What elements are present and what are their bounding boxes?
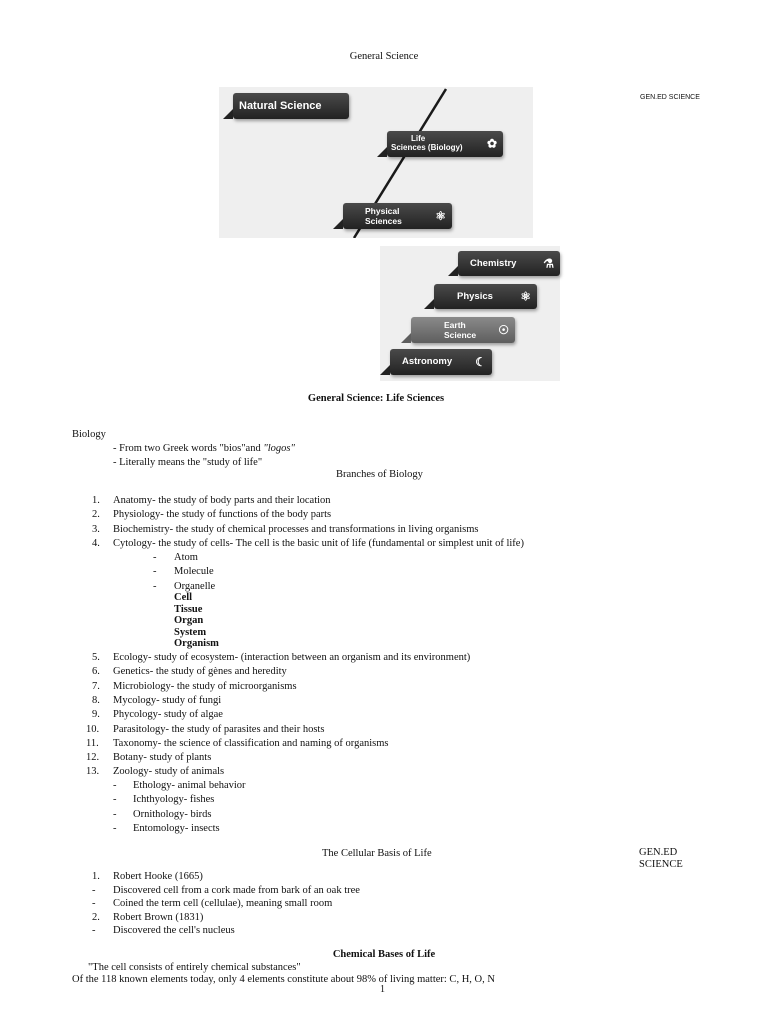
list-item-text: Tissue	[174, 603, 203, 615]
page-title: General Science	[349, 51, 419, 62]
list-item-text: System	[174, 626, 207, 638]
list-marker: 7.	[92, 680, 100, 692]
tag-phys-label-1: Physical	[365, 206, 400, 216]
list-marker: 1.	[92, 871, 100, 882]
planet-icon: ☾	[475, 355, 486, 369]
list-marker: 12.	[86, 752, 100, 764]
section-title: General Science: Life Sciences	[307, 393, 445, 404]
tag-astronomy-label: Astronomy	[402, 356, 453, 367]
list-marker: 3.	[92, 523, 100, 535]
plant-icon: ✿	[486, 136, 497, 151]
globe-icon: ☉	[498, 323, 509, 337]
list-marker: -	[153, 552, 157, 563]
list-item-text: Molecule	[174, 566, 214, 578]
tag-life-label-1: Life	[411, 134, 426, 143]
tag-physics-label: Physics	[457, 291, 493, 302]
list-marker: 10.	[86, 723, 100, 735]
cellular-tag-1: GEN.ED	[639, 847, 678, 858]
list-marker: 4.	[92, 537, 100, 549]
biology-heading: Biology	[72, 429, 106, 440]
list-item-text: Mycology- study of fungi	[113, 694, 222, 706]
list-item-text: Ethology- animal behavior	[133, 780, 246, 791]
list-marker: -	[113, 808, 117, 820]
list-item-text: Zoology- study of animals	[113, 766, 225, 778]
list-item-text: Coined the term cell (cellulae), meaning small room	[113, 898, 333, 910]
list-marker: -	[153, 580, 157, 592]
atom-icon: ⚛	[520, 289, 531, 303]
list-item-text: Entomology- insects	[133, 822, 220, 834]
greek-words-and: "and	[241, 443, 264, 454]
list-marker: -	[92, 898, 96, 910]
list-item-text: Ichthyology- fishes	[133, 794, 215, 806]
list-item-text: Botany- study of plants	[113, 752, 212, 764]
biology-line-1	[113, 442, 295, 455]
chemical-quote: "The cell consists of entirely chemical substances"	[88, 962, 301, 973]
cellular-tag-2: SCIENCE	[639, 859, 683, 870]
atom-icon: ⚛	[435, 209, 446, 223]
list-marker: 5.	[92, 652, 100, 663]
list-item-text: Biochemistry- the study of chemical processes and transformations in living organisms	[113, 523, 479, 535]
list-marker: 6.	[92, 666, 100, 678]
cellular-title: The Cellular Basis of Life	[322, 848, 432, 859]
list-marker: 11.	[86, 737, 99, 749]
tag-physical-sciences	[343, 203, 452, 229]
list-item-text: Discovered cell from a cork made from bark of an oak tree	[113, 884, 360, 896]
list-item-text: Genetics- the study of gènes and heredity	[113, 666, 287, 678]
list-marker: 2.	[92, 911, 100, 923]
list-item-text: Physiology- the study of functions of the body parts	[113, 509, 332, 521]
list-marker: -	[153, 566, 157, 578]
word-bios: bios	[223, 443, 242, 454]
list-item-text: Robert Brown (1831)	[113, 911, 204, 923]
list-marker: -	[113, 780, 117, 791]
branches-title: Branches of Biology	[336, 469, 423, 480]
list-item-text: Taxonomy- the science of classification and naming of organisms	[113, 737, 389, 749]
list-marker: 1.	[92, 495, 100, 506]
tag-physics	[434, 284, 537, 309]
list-item-text: Atom	[174, 552, 198, 563]
list-item-text: Ecology- study of ecosystem- (interaction between an organism and its environment)	[113, 652, 471, 663]
page-number: 1	[380, 984, 385, 995]
list-marker: 13.	[86, 766, 100, 778]
tag-natural-science	[233, 93, 349, 119]
tag-chemistry	[458, 251, 560, 276]
list-marker: -	[113, 822, 117, 834]
tag-earth-label-1: Earth	[444, 320, 466, 330]
greek-words-prefix: - From two Greek words "	[113, 443, 224, 454]
list-item-text: Parasitology- the study of parasites and their hosts	[113, 723, 325, 735]
list-item-text: Cytology- the study of cells- The cell is the basic unit of life (fundamental or simplest unit of life)	[113, 537, 524, 549]
tag-earth-science	[411, 317, 515, 343]
list-item-text: Discovered the cell's nucleus	[113, 925, 235, 937]
biology-line-2: - Literally means the "study of life"	[113, 457, 263, 468]
chemical-line: Of the 118 known elements today, only 4 elements constitute about 98% of living matter: C, H, O, N	[72, 974, 495, 985]
cellular-tag	[639, 847, 683, 871]
diagram-bottom	[380, 246, 560, 381]
list-marker: 2.	[92, 509, 100, 521]
list-item-text: Organ	[174, 615, 204, 626]
list-item-text: Anatomy- the study of body parts and their location	[113, 495, 331, 506]
list-item-text: Microbiology- the study of microorganisms	[113, 680, 297, 692]
list-item-text: Organelle	[174, 580, 216, 592]
list-item-text: Robert Hooke (1665)	[113, 871, 203, 882]
list-marker: -	[92, 884, 96, 896]
list-item-text: Ornithology- birds	[133, 808, 212, 820]
list-marker: -	[92, 925, 96, 937]
tag-natural-science-label: Natural Science	[239, 100, 322, 112]
tag-life-label-2: Sciences (Biology)	[391, 143, 463, 152]
chemical-title: Chemical Bases of Life	[332, 949, 436, 960]
tag-chemistry-label: Chemistry	[470, 258, 517, 269]
tag-earth-label-2: Science	[444, 330, 477, 340]
list-item-text: Cell	[174, 592, 193, 603]
diagram-top	[219, 87, 533, 238]
tag-astronomy	[390, 349, 492, 375]
flask-icon: ⚗	[543, 256, 554, 270]
list-marker: 8.	[92, 694, 100, 706]
corner-tag: GEN.ED SCIENCE	[640, 94, 700, 101]
tag-life-sciences	[387, 131, 503, 157]
list-item-text: Organism	[174, 638, 219, 649]
word-logos: "logos"	[263, 443, 295, 454]
list-marker: -	[113, 794, 117, 806]
list-marker: 9.	[92, 709, 100, 721]
tag-phys-label-2: Sciences	[365, 216, 402, 226]
list-item-text: Phycology- study of algae	[113, 709, 223, 721]
